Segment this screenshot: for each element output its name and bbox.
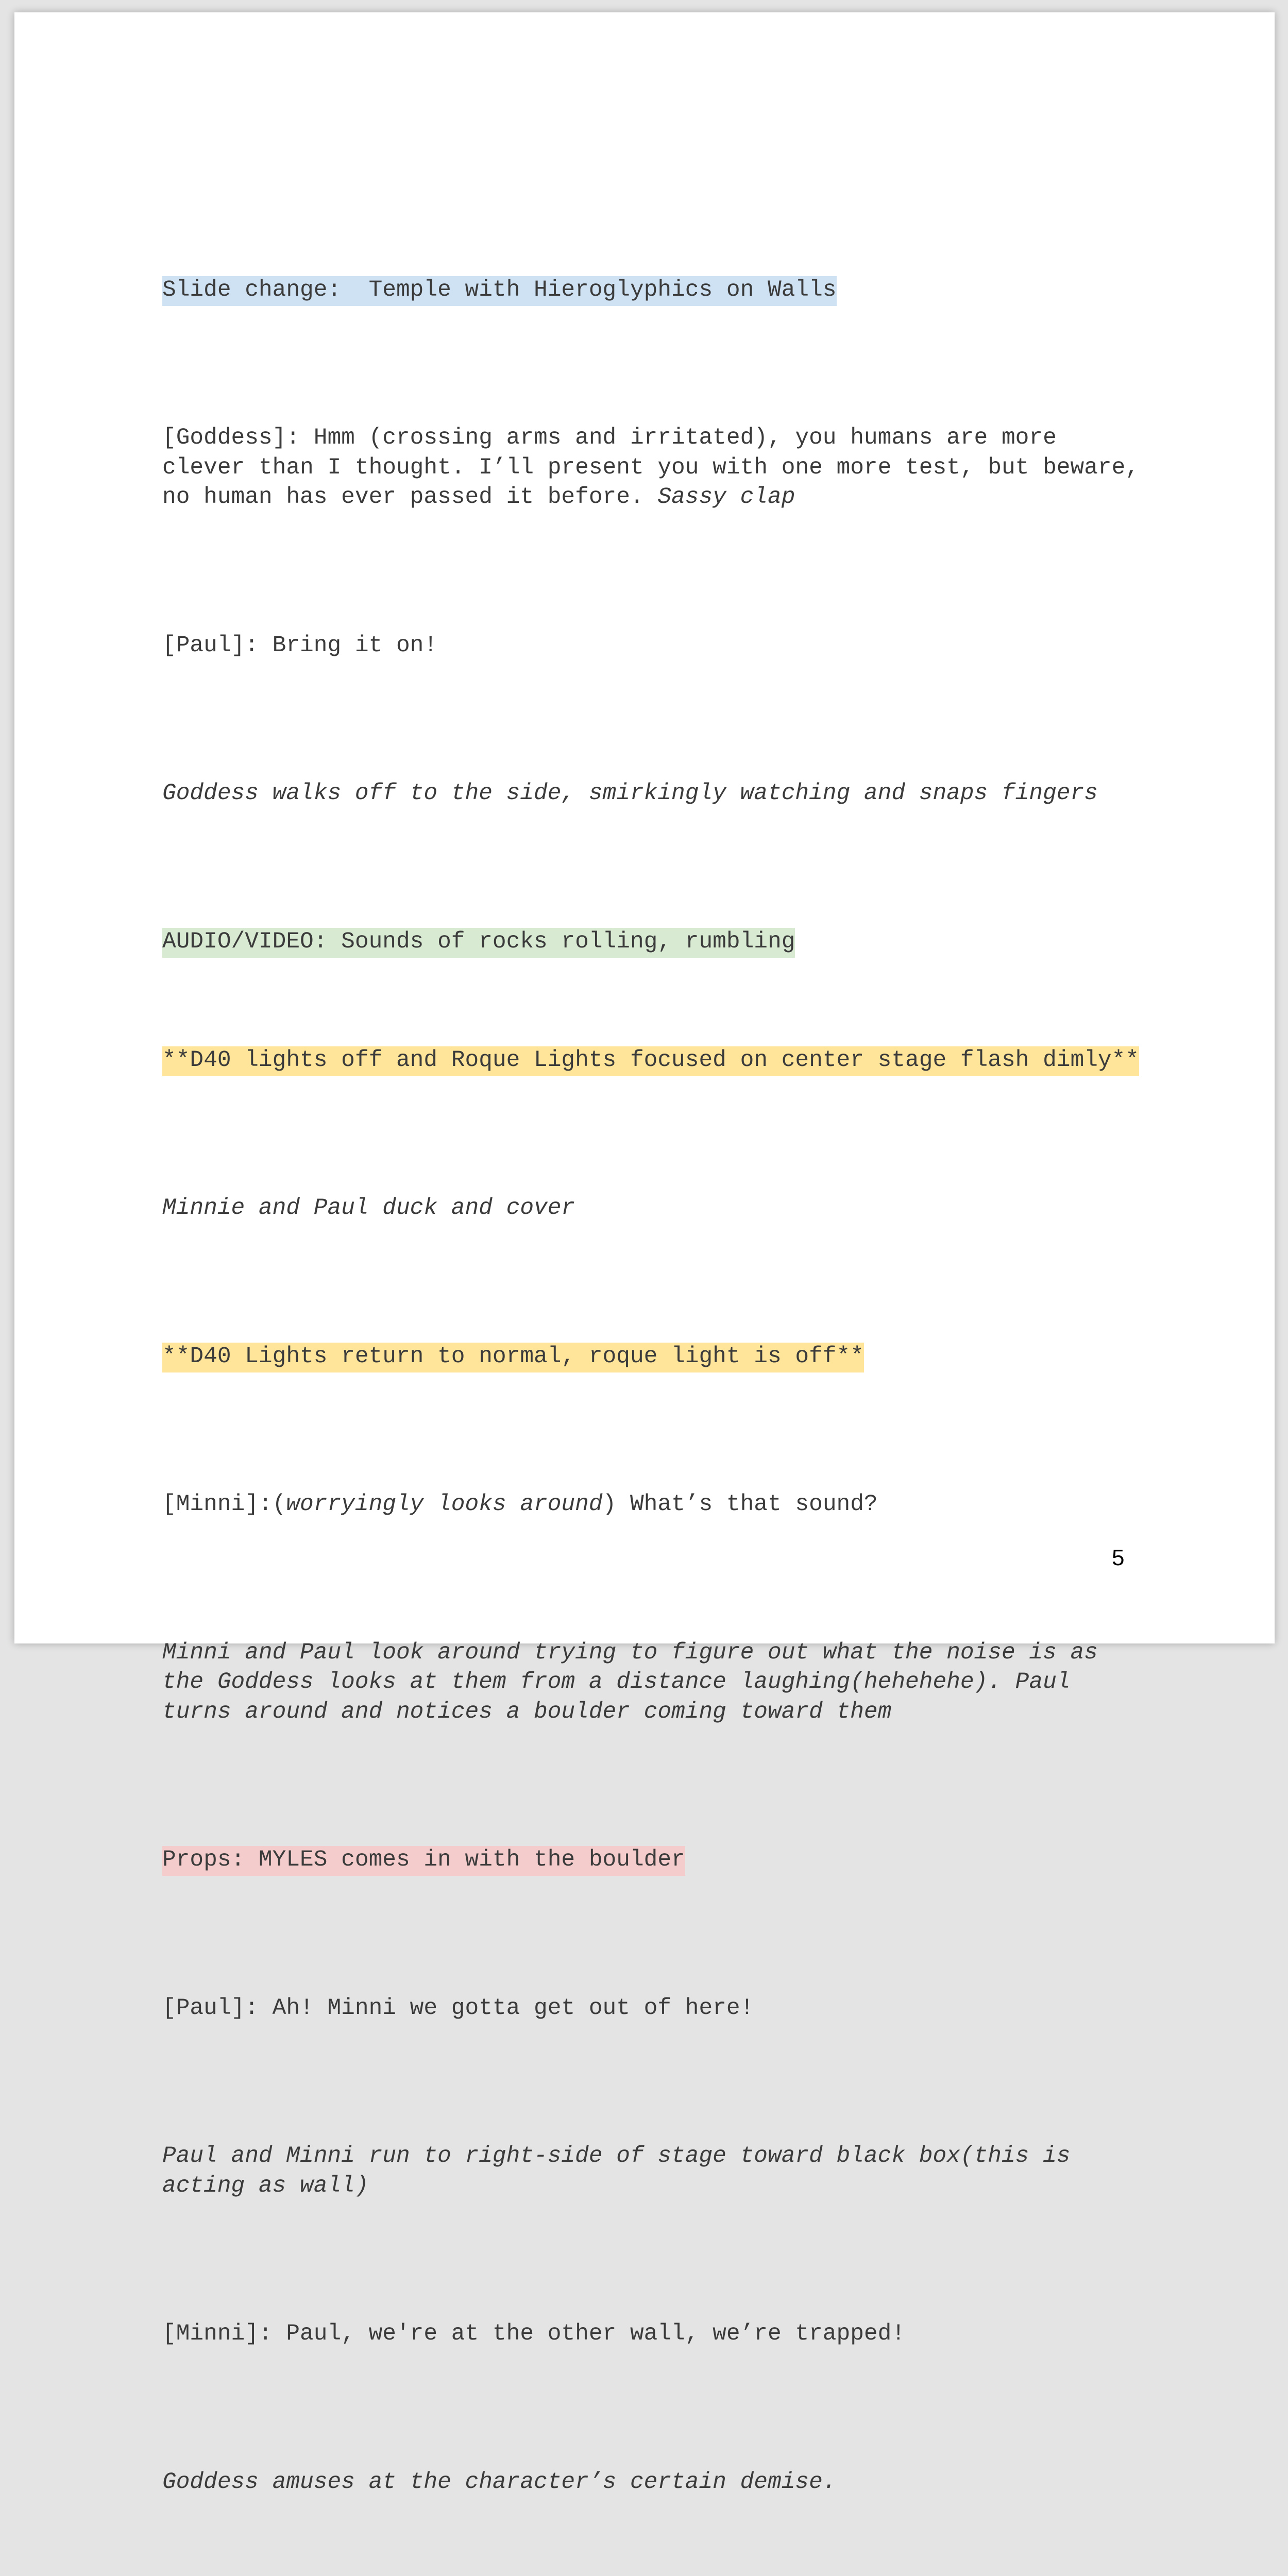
stage-direction-2: Minnie and Paul duck and cover [162,1195,575,1221]
stage-direction-1: Goddess walks off to the side, smirkingly watching and snaps fingers [162,781,1098,806]
lights-cue-1 [162,1046,1141,1076]
stage-direction-5: Goddess amuses at the character’s certain demise. [162,2469,837,2495]
minni-dialogue-1-suffix: ) What’s that sound? [602,1492,878,1517]
script-body [162,187,1153,2576]
paul-dialogue-1: [Paul]: Bring it on! [162,632,438,658]
audio-video-cue [162,927,1141,957]
document-page [14,12,1275,2495]
slide-change-cue [162,276,1141,306]
lights-cue-2-highlight: **D40 Lights return to normal, roque light is off** [162,1343,864,1372]
minni-dialogue-1-prefix: [Minni]:( [162,1492,286,1517]
minni-dialogue-1-action: worryingly looks around [286,1492,603,1517]
minni-dialogue-1 [162,1490,1141,1520]
props-highlight: Props: MYLES comes in with the boulder [162,1846,685,1876]
goddess-dialogue [162,423,1153,513]
minni-dialogue-2: [Minni]: Paul, we're at the other wall, we’re trapped! [162,2321,906,2347]
lights-cue-2 [162,1342,1141,1372]
slide-change-highlight: Slide change: Temple with Hieroglyphics on Walls [162,276,837,306]
props-cue [162,1845,1141,1875]
audio-video-highlight: AUDIO/VIDEO: Sounds of rocks rolling, rumbling [162,928,795,958]
stage-direction-3: Minni and Paul look around trying to figure out what the noise is as the Goddess looks at them from a distance laughing(hehehehe). Paul turns around and notices a boulder coming toward them [162,1639,1112,1725]
stage-direction-4: Paul and Minni run to right-side of stage toward black box(this is acting as wall) [162,2143,1084,2199]
page-number: 5 [1112,1545,1125,1570]
goddess-dialogue-text: [Goddess]: Hmm (crossing arms and irritated), you humans are more clever than I thought. I’ll present you with one more test, but beware, no human has ever passed it before. [162,425,1153,510]
lights-cue-1-highlight: **D40 lights off and Roque Lights focused on center stage flash dimly** [162,1046,1139,1076]
goddess-stage-action: Sassy clap [657,484,795,510]
paul-dialogue-2: [Paul]: Ah! Minni we gotta get out of here! [162,1995,754,2021]
